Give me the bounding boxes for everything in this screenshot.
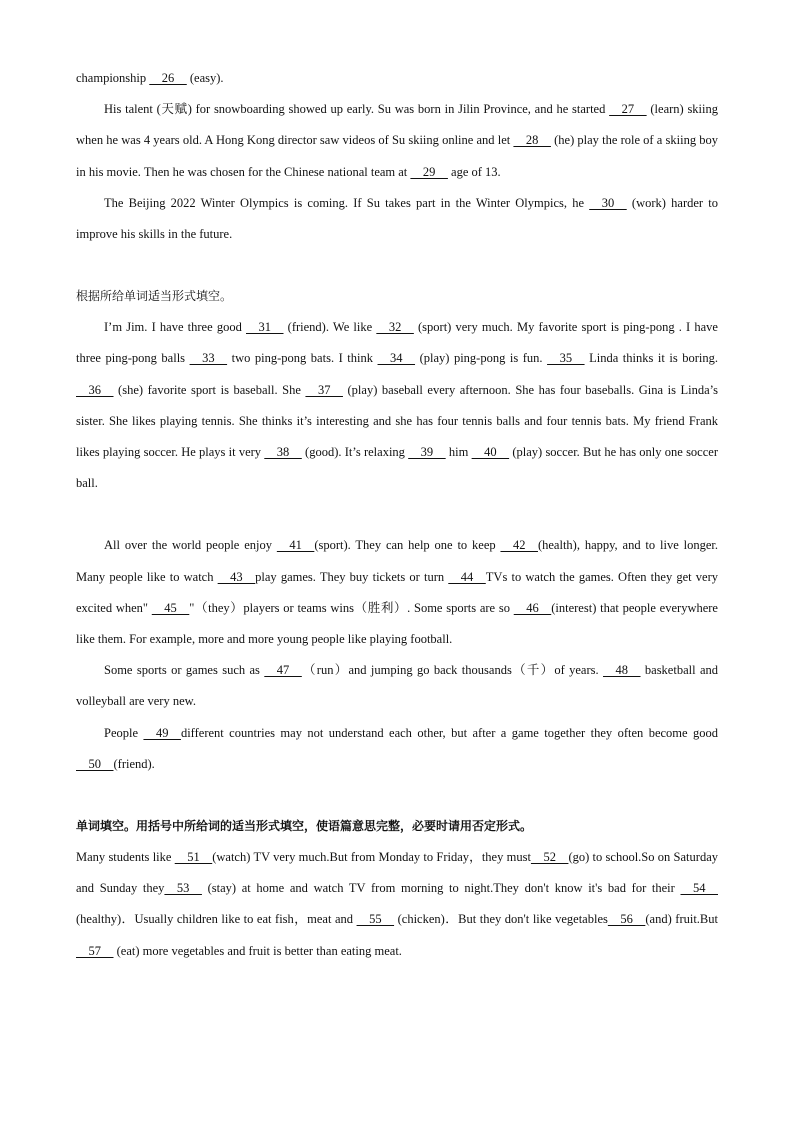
spacer: [76, 499, 718, 530]
passage-text: All over the world people enjoy: [104, 538, 277, 553]
passage-text: (eat) more vegetables and fruit is better than eating meat.: [113, 943, 402, 958]
section-heading: 单词填空。用括号中所给词的适当形式填空，使语篇意思完整，必要时请用否定形式。: [76, 819, 533, 834]
answer-blank[interactable]: 51: [174, 850, 213, 865]
spacer: [76, 250, 718, 281]
answer-blank[interactable]: 45: [151, 600, 190, 615]
answer-blank[interactable]: 47: [264, 663, 302, 678]
answer-blank[interactable]: 42: [500, 538, 538, 553]
worksheet-page: [76, 63, 718, 967]
passage-paragraph: [76, 530, 718, 655]
answer-blank[interactable]: 44: [448, 569, 486, 584]
passage-text: (and) fruit.But: [645, 912, 718, 927]
passage-text: age of 13.: [447, 164, 501, 179]
passage-text: (healthy)．Usually children like to eat fish，meat and: [76, 912, 357, 927]
answer-blank[interactable]: 43: [217, 569, 256, 584]
passage-text: Linda thinks it is boring.: [584, 351, 718, 366]
answer-blank[interactable]: 32: [376, 320, 414, 335]
passage-text: (chicken)．But they don't like vegetables: [394, 912, 608, 927]
answer-blank[interactable]: 41: [276, 538, 315, 553]
answer-blank[interactable]: 37: [305, 382, 343, 397]
passage-text: two ping-pong bats. I think: [227, 351, 378, 366]
passage-text: (she) favorite sport is baseball. She: [113, 382, 306, 397]
answer-blank[interactable]: 33: [189, 351, 228, 366]
passage-text: (work) harder to improve his skills in the future.: [76, 195, 718, 242]
passage-text: (sport). They can help one to keep: [314, 538, 501, 553]
passage-text: play games. They buy tickets or turn: [255, 569, 449, 584]
answer-blank[interactable]: 38: [264, 445, 302, 460]
answer-blank[interactable]: 54: [680, 881, 718, 896]
answer-blank[interactable]: 40: [471, 445, 510, 460]
answer-blank[interactable]: 56: [607, 912, 646, 927]
passage-text: (he) play the role of a skiing boy in his movie. Then he was chosen for the Chinese national team at: [76, 133, 718, 179]
passage-text: (friend).: [113, 756, 155, 771]
passage-text: (good). It’s relaxing: [301, 445, 409, 460]
passage-text: TVs to watch the games. Often they get very excited when": [76, 569, 719, 615]
passage-text: (learn) skiing when he was 4 years old. A Hong Kong director saw videos of Su skiing online and let: [76, 102, 719, 148]
passage-text: (stay) at home and watch TV from morning to night.They don't know it's bad for their: [201, 881, 681, 896]
passage-paragraph: [76, 718, 718, 780]
passage-paragraph: [76, 312, 718, 499]
passage-text: (go) to school.So on Saturday and Sunday they: [76, 850, 718, 896]
passage-text: His talent (天赋) for snowboarding showed up early. Su was born in Jilin Province, and he started: [104, 102, 610, 117]
answer-blank[interactable]: 34: [377, 351, 416, 366]
passage-paragraph: [76, 63, 718, 94]
spacer: [76, 780, 718, 811]
answer-blank[interactable]: 49: [143, 725, 181, 740]
passage-paragraph: [76, 842, 718, 967]
passage-text: （run）and jumping go back thousands（千）of years.: [301, 663, 604, 678]
answer-blank[interactable]: 29: [410, 164, 448, 179]
answer-blank[interactable]: 57: [76, 943, 114, 958]
answer-blank[interactable]: 35: [547, 351, 585, 366]
passage-paragraph: [76, 94, 718, 188]
passage-text: People: [104, 725, 144, 740]
answer-blank[interactable]: 39: [408, 445, 446, 460]
passage-text: (health), happy, and to live longer. Many people like to watch: [76, 538, 718, 584]
answer-blank[interactable]: 26: [149, 71, 187, 85]
section-heading: 根据所给单词适当形式填空。: [76, 289, 233, 304]
answer-blank[interactable]: 48: [603, 663, 641, 678]
answer-blank[interactable]: 46: [513, 600, 552, 615]
passage-text: (friend). We like: [283, 320, 377, 335]
passage-text: (easy).: [186, 71, 224, 85]
passage-text: Many students like: [76, 850, 175, 865]
passage-text: (interest) that people everywhere like them. For example, more and more young people like playing football.: [76, 600, 718, 647]
answer-blank[interactable]: 53: [164, 881, 202, 896]
passage-text: (play) soccer. But he has only one soccer ball.: [76, 445, 718, 491]
answer-blank[interactable]: 52: [530, 850, 569, 865]
passage-text: basketball and volleyball are very new.: [76, 663, 719, 709]
passage-text: (play) baseball every afternoon. She has four baseballs. Gina is Linda’s sister. She likes playing tennis. She thinks it’s interesting and she has four tennis balls and four tennis bats. My friend Frank likes playing soccer. He plays it very: [76, 382, 719, 460]
passage-text: "（they）players or teams wins（胜利）. Some sports are so: [189, 600, 514, 615]
passage-paragraph: [76, 655, 718, 717]
answer-blank[interactable]: 36: [76, 382, 114, 397]
passage-text: him: [445, 445, 472, 460]
passage-text: (play) ping-pong is fun.: [415, 351, 548, 366]
passage-text: championship: [76, 71, 150, 85]
passage-text: (watch) TV very much.But from Monday to Friday，they must: [212, 850, 531, 865]
answer-blank[interactable]: 31: [246, 320, 284, 335]
passage-text: Some sports or games such as: [104, 663, 265, 678]
passage-text: I’m Jim. I have three good: [104, 320, 246, 335]
answer-blank[interactable]: 30: [589, 195, 627, 210]
passage-text: The Beijing 2022 Winter Olympics is coming. If Su takes part in the Winter Olympics, he: [104, 195, 590, 210]
answer-blank[interactable]: 55: [356, 912, 395, 927]
answer-blank[interactable]: 27: [609, 102, 647, 117]
answer-blank[interactable]: 28: [513, 133, 551, 148]
answer-blank[interactable]: 50: [76, 756, 114, 771]
passage-paragraph: [76, 188, 718, 250]
passage-text: different countries may not understand each other, but after a game together they often become good: [180, 725, 718, 740]
passage-text: (sport) very much. My favorite sport is ping-pong . I have three ping-pong balls: [76, 320, 718, 366]
